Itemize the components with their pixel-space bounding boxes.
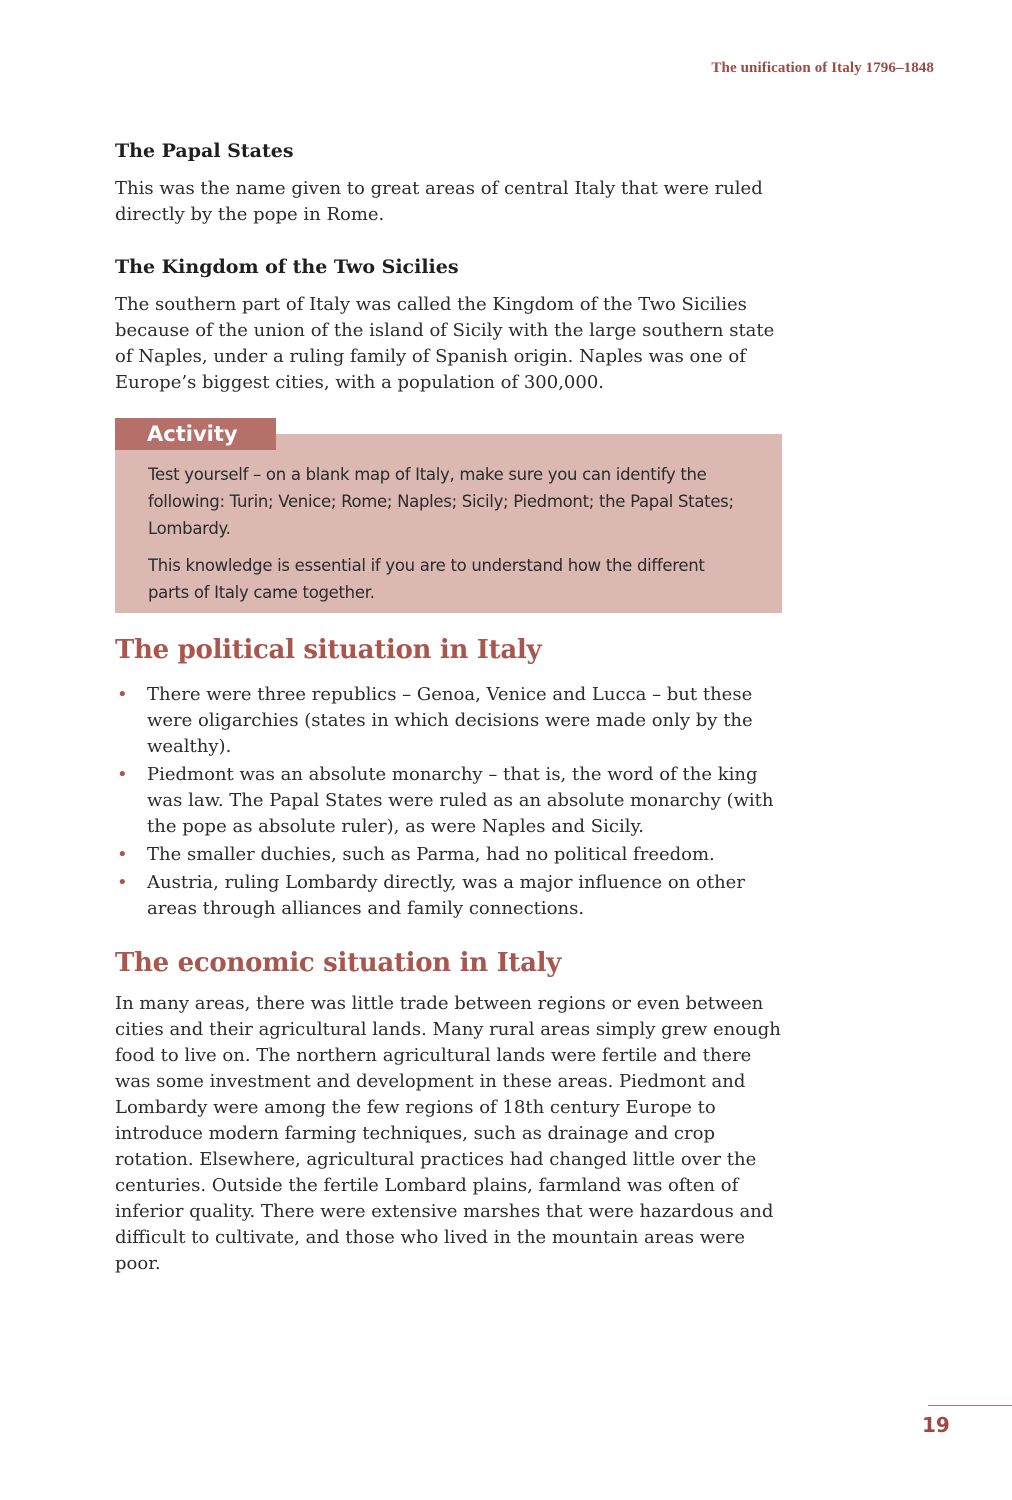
activity-body	[115, 434, 782, 613]
list-item: • There were three republics – Genoa, Venice and Lucca – but these were oligarchies (states in which decisions were made only by the wealthy).	[117, 683, 753, 757]
page-number-rule	[928, 1405, 1012, 1406]
activity-label: Activity	[115, 418, 276, 450]
papal-states-heading: The Papal States	[115, 140, 294, 162]
page-number: 19	[922, 1413, 950, 1437]
activity-box	[115, 418, 782, 613]
list-item: • Piedmont was an absolute monarchy – that is, the word of the king was law. The Papal States were ruled as an absolute monarchy (with the pope as absolute ruler), as were Naples and Sicily.	[117, 763, 774, 837]
activity-paragraph-1: Test yourself – on a blank map of Italy, make sure you can identify the following: Turin; Venice; Rome; Naples; Sicily; Piedmont; the Papal States; Lombardy.	[148, 464, 734, 538]
running-head-title: The unification of Italy 1796–1848	[711, 60, 934, 76]
two-sicilies-heading: The Kingdom of the Two Sicilies	[115, 255, 459, 278]
activity-paragraph-2: This knowledge is essential if you are to understand how the different parts of Italy came together.	[148, 555, 705, 602]
papal-states-text: This was the name given to great areas of central Italy that were ruled directly by the pope in Rome.	[115, 177, 763, 225]
list-item: • Austria, ruling Lombardy directly, was a major influence on other areas through alliances and family connections.	[117, 871, 745, 919]
bullet-icon: •	[117, 683, 128, 705]
bullet-icon: •	[117, 871, 128, 893]
bullet-icon: •	[117, 843, 128, 865]
political-bullet-list	[115, 682, 782, 922]
list-item: • The smaller duchies, such as Parma, had no political freedom.	[115, 842, 782, 868]
political-heading: The political situation in Italy	[115, 634, 542, 665]
two-sicilies-text: The southern part of Italy was called the Kingdom of the Two Sicilies because of the union of the island of Sicily with the large southern state of Naples, under a ruling family of Spanish origin. Naples was one of Europe’s biggest cities, with a population of 300,000.	[115, 293, 775, 393]
economic-heading: The economic situation in Italy	[115, 947, 562, 978]
economic-text: In many areas, there was little trade between regions or even between cities and their agricultural lands. Many rural areas simply grew enough food to live on. The northern agricultural lands were fertile and there was some investment and development in these areas. Piedmont and Lombardy were among the few regions of 18th century Europe to introduce modern farming techniques, such as drainage and crop rotation. Elsewhere, agricultural practices had changed little over the centuries. Outside the fertile Lombard plains, farmland was often of inferior quality. There were extensive marshes that were hazardous and difficult to cultivate, and those who lived in the mountain areas were poor.	[115, 992, 781, 1274]
page-content	[115, 140, 782, 1277]
bullet-icon: •	[117, 763, 128, 785]
